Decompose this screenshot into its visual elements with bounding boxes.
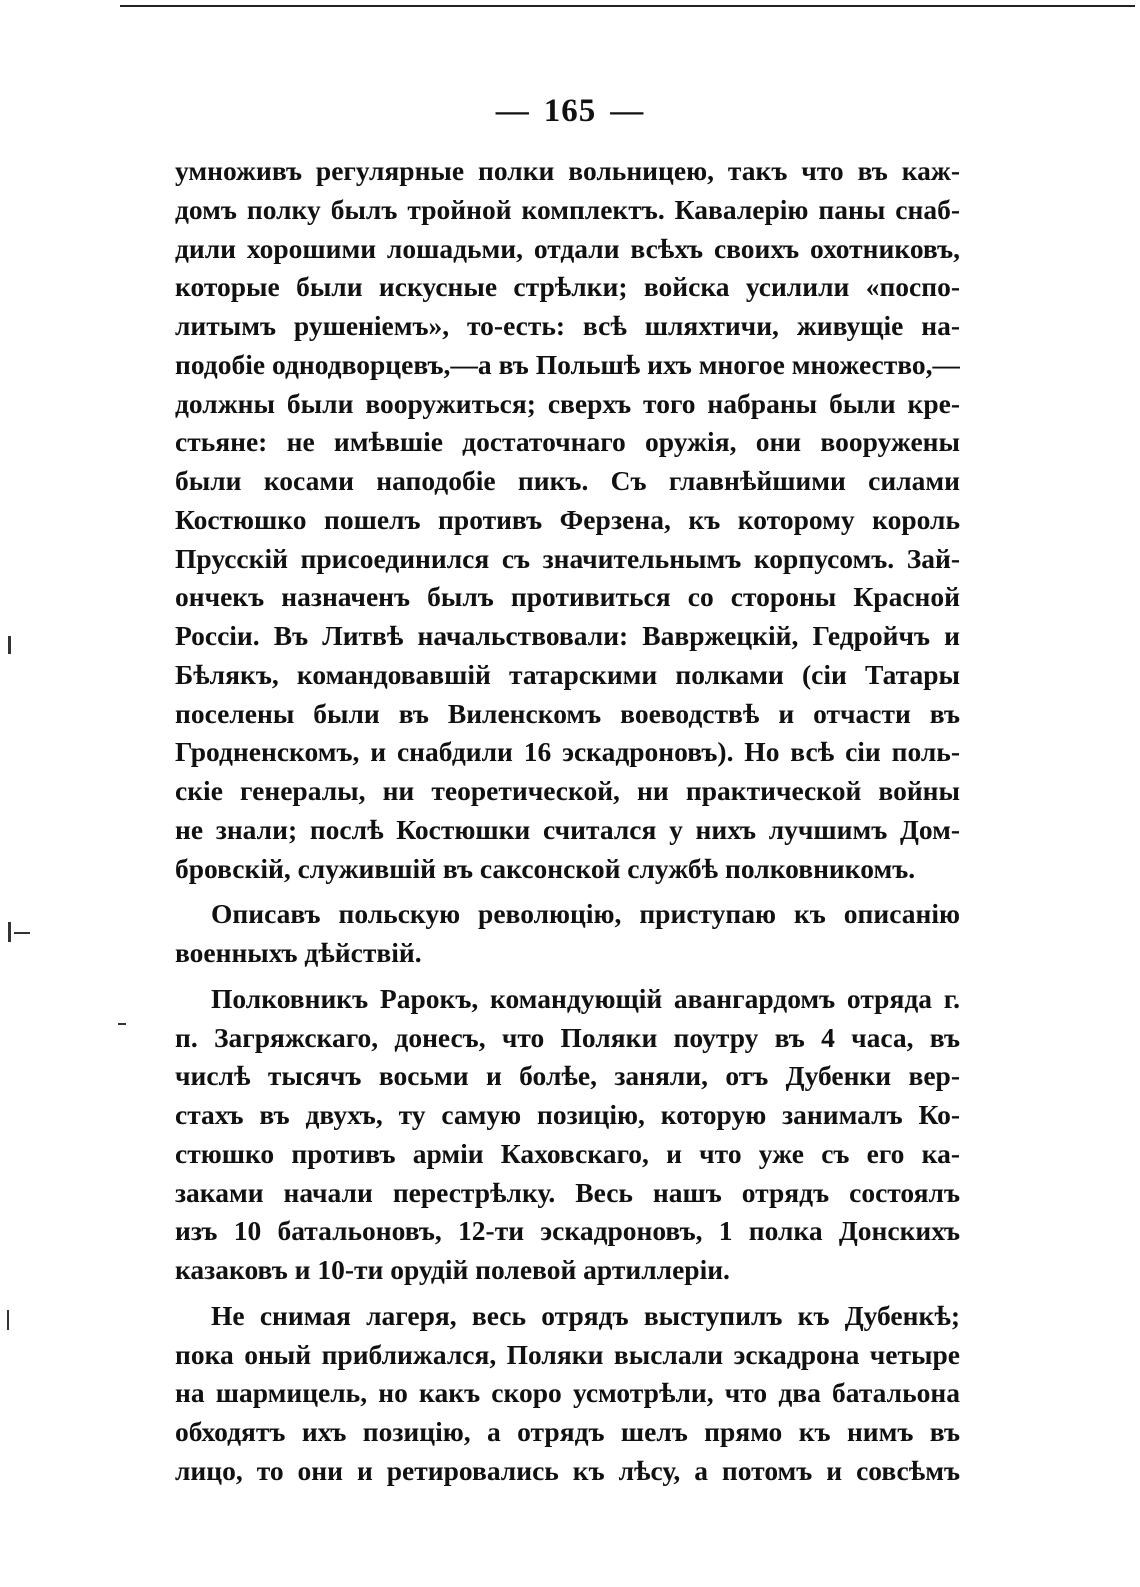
text-line: обходятъ ихъ позицію, а отрядъ шелъ прямо къ нимъ въ: [175, 1416, 960, 1447]
text-line: Не снимая лагеря, весь отрядъ выступилъ къ Дубенкѣ;: [211, 1299, 960, 1331]
scan-mark: [7, 1310, 9, 1330]
body-text: [175, 152, 960, 1491]
text-line: ончекъ назначенъ былъ противиться со стороны Красной: [175, 581, 960, 613]
scan-mark: [118, 1023, 126, 1025]
top-rule: [120, 5, 1135, 7]
text-line: лицо, то они и ретировались къ лѣсу, а потомъ и совсѣмъ: [175, 1454, 960, 1486]
text-line: не знали; послѣ Костюшки считался у нихъ лучшимъ Дом-: [175, 813, 960, 845]
text-line: военныхъ дѣйствій.: [175, 937, 422, 968]
text-line: Прусскій присоединился съ значительнымъ корпусомъ. Зай-: [175, 542, 960, 574]
text-line: Россіи. Въ Литвѣ начальствовали: Вавржецкій, Гедройчъ и: [175, 620, 960, 651]
text-line: должны были вооружиться; сверхъ того набраны были кре-: [175, 387, 960, 419]
text-line: изъ 10 батальоновъ, 12-ти эскадроновъ, 1 полка Донскихъ: [175, 1215, 960, 1247]
text-line: на шармицель, но какъ скоро усмотрѣли, что два батальона: [175, 1377, 960, 1409]
page-number: [0, 93, 1140, 130]
text-line: умноживъ регулярные полки вольницею, такъ что въ каж-: [175, 155, 960, 186]
text-line: дили хорошими лошадьми, отдали всѣхъ своихъ охотниковъ,: [175, 232, 960, 264]
paragraph: [175, 152, 960, 888]
text-line: бровскій, служившій въ саксонской службѣ полковникомъ.: [175, 852, 916, 884]
scan-mark: [8, 636, 11, 654]
text-line: Костюшко пошелъ противъ Ферзена, къ которому король: [175, 503, 960, 535]
scan-mark: [14, 932, 30, 934]
paragraph-gap: [175, 1290, 960, 1297]
paragraph-gap: [175, 888, 960, 895]
text-line: числѣ тысячъ восьми и болѣе, заняли, отъ Дубенки вер-: [175, 1060, 960, 1092]
page-number-dash-right: —: [610, 93, 645, 129]
text-line: Бѣлякъ, командовавшій татарскими полками (сіи Татары: [175, 658, 960, 690]
page-number-value: 165: [543, 93, 597, 129]
paragraph: [175, 1297, 960, 1491]
text-line: были косами наподобіе пикъ. Съ главнѣйшими силами: [175, 465, 960, 496]
text-line: скіе генералы, ни теоретической, ни практической войны: [175, 775, 960, 806]
paragraph: [175, 980, 960, 1290]
text-line: стахъ въ двухъ, ту самую позицію, которую занималъ Ко-: [175, 1099, 960, 1130]
text-line: стюшко противъ арміи Каховскаго, и что уже съ его ка-: [175, 1137, 960, 1169]
text-line: Полковникъ Рарокъ, командующій авангардомъ отряда г.: [211, 982, 960, 1014]
text-line: Описавъ польскую революцію, приступаю къ описанію: [211, 898, 960, 930]
paragraph-gap: [175, 973, 960, 980]
text-line: Гродненскомъ, и снабдили 16 эскадроновъ). Но всѣ сіи поль-: [175, 736, 960, 768]
text-line: домъ полку былъ тройной комплектъ. Кавалерію паны снаб-: [175, 193, 960, 225]
text-line: пока оный приближался, Поляки выслали эскадрона четыре: [175, 1338, 960, 1370]
text-line: стьяне: не имѣвшіе достаточнаго оружія, они вооружены: [175, 426, 960, 458]
text-line: поселены были въ Виленскомъ воеводствѣ и отчасти въ: [175, 697, 960, 729]
scan-mark: [8, 922, 11, 942]
page-number-dash-left: —: [495, 93, 530, 129]
paragraph: [175, 895, 960, 973]
text-line: казаковъ и 10-ти орудій полевой артиллеріи.: [175, 1254, 730, 1285]
text-line: литымъ рушеніемъ», то-есть: всѣ шляхтичи, живущіе на-: [175, 310, 960, 341]
text-line: заками начали перестрѣлку. Весь нашъ отрядъ состоялъ: [175, 1176, 960, 1208]
text-line: п. Загряжскаго, донесъ, что Поляки поутру въ 4 часа, въ: [175, 1021, 960, 1053]
text-line: подобіе однодворцевъ,—а въ Польшѣ ихъ многое множество,—: [175, 348, 960, 380]
text-line: которые были искусные стрѣлки; войска усилили «поспо-: [175, 271, 960, 303]
